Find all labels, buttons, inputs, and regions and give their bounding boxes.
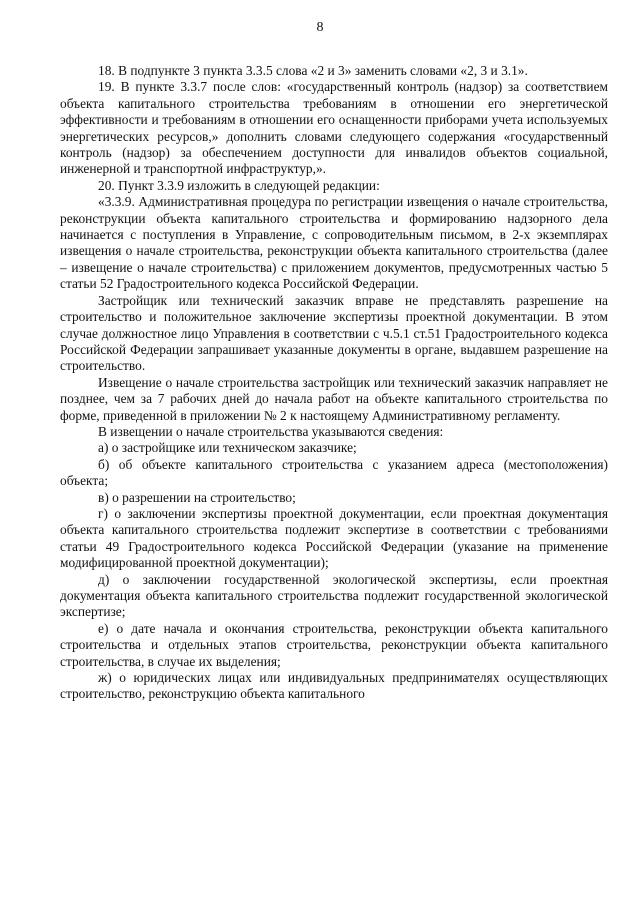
list-item-e: е) о дате начала и окончания строительства, реконструкции объекта капитального строительства и отдельных этапов строительства, реконструкции объекта капитального строительства, в случае их выделения; <box>60 620 608 669</box>
list-item-b: б) об объекте капитального строительства с указанием адреса (местоположения) объекта; <box>60 456 608 489</box>
list-item-a: а) о застройщике или техническом заказчике; <box>98 440 357 456</box>
page-number: 8 <box>316 20 324 35</box>
list-item-v: в) о разрешении на строительство; <box>98 489 296 505</box>
list-item-d: д) о заключении государственной экологической экспертизы, если проектная документация объекта капитального строительства подлежит государственной экологической экспертизе; <box>60 571 608 620</box>
paragraph-notice-contents: В извещении о начале строительства указываются сведения: <box>98 423 444 439</box>
list-item-g: г) о заключении экспертизы проектной документации, если проектная документация объекта капитального строительства подлежит экспертизе в соответствии с требованиями статьи 49 Градостроительного кодекса Российской Федерации (указание на применение модифицированной проектной документации); <box>60 505 608 571</box>
paragraph-developer-right: Застройщик или технический заказчик вправе не представлять разрешение на строительство и положительное заключение экспертизы проектной документации. В этом случае должностное лицо Управления в соответствии с ч.5.1 ст.51 Градостроительного кодекса Российской Федерации запрашивает указанные документы в органе, выдавшем разрешение на строительство. <box>60 292 608 374</box>
paragraph-notice-deadline: Извещение о начале строительства застройщик или технический заказчик направляет не позднее, чем за 7 рабочих дней до начала работ на объекте капитального строительства по форме, приведенной в приложении № 2 к настоящему Административному регламенту. <box>60 374 608 423</box>
paragraph-item-19: 19. В пункте 3.3.7 после слов: «государственный контроль (надзор) за соответствием объекта капитального строительства требованиям в отношении его энергетической эффективности и требованиям в отношении его оснащенности приборами учета используемых энергетических ресурсов,» дополнить словами следующего содержания «государственный контроль (надзор) за обеспечением доступности для инвалидов объектов социальной, инженерной и транспортной инфраструктур,». <box>60 79 608 177</box>
document-body <box>60 63 608 703</box>
paragraph-item-20: 20. Пункт 3.3.9 изложить в следующей редакции: <box>98 177 380 193</box>
list-item-zh: ж) о юридических лицах или индивидуальных предпринимателях осуществляющих строительство, реконструкцию объекта капитального <box>60 670 608 702</box>
paragraph-3-3-9-intro: «3.3.9. Административная процедура по регистрации извещения о начале строительства, реконструкции объекта капитального строительства и формированию надзорного дела начинается с поступления в Управление, с сопроводительным письмом, в 2-х экземплярах извещения о начале строительства, реконструкции объекта капитального строительства (далее – извещение о начале строительства) с приложением документов, предусмотренных частью 5 статьи 52 Градостроительного кодекса Российской Федерации. <box>60 194 608 292</box>
paragraph-item-18: 18. В подпункте 3 пункта 3.3.5 слова «2 и 3» заменить словами «2, 3 и 3.1». <box>98 63 528 78</box>
